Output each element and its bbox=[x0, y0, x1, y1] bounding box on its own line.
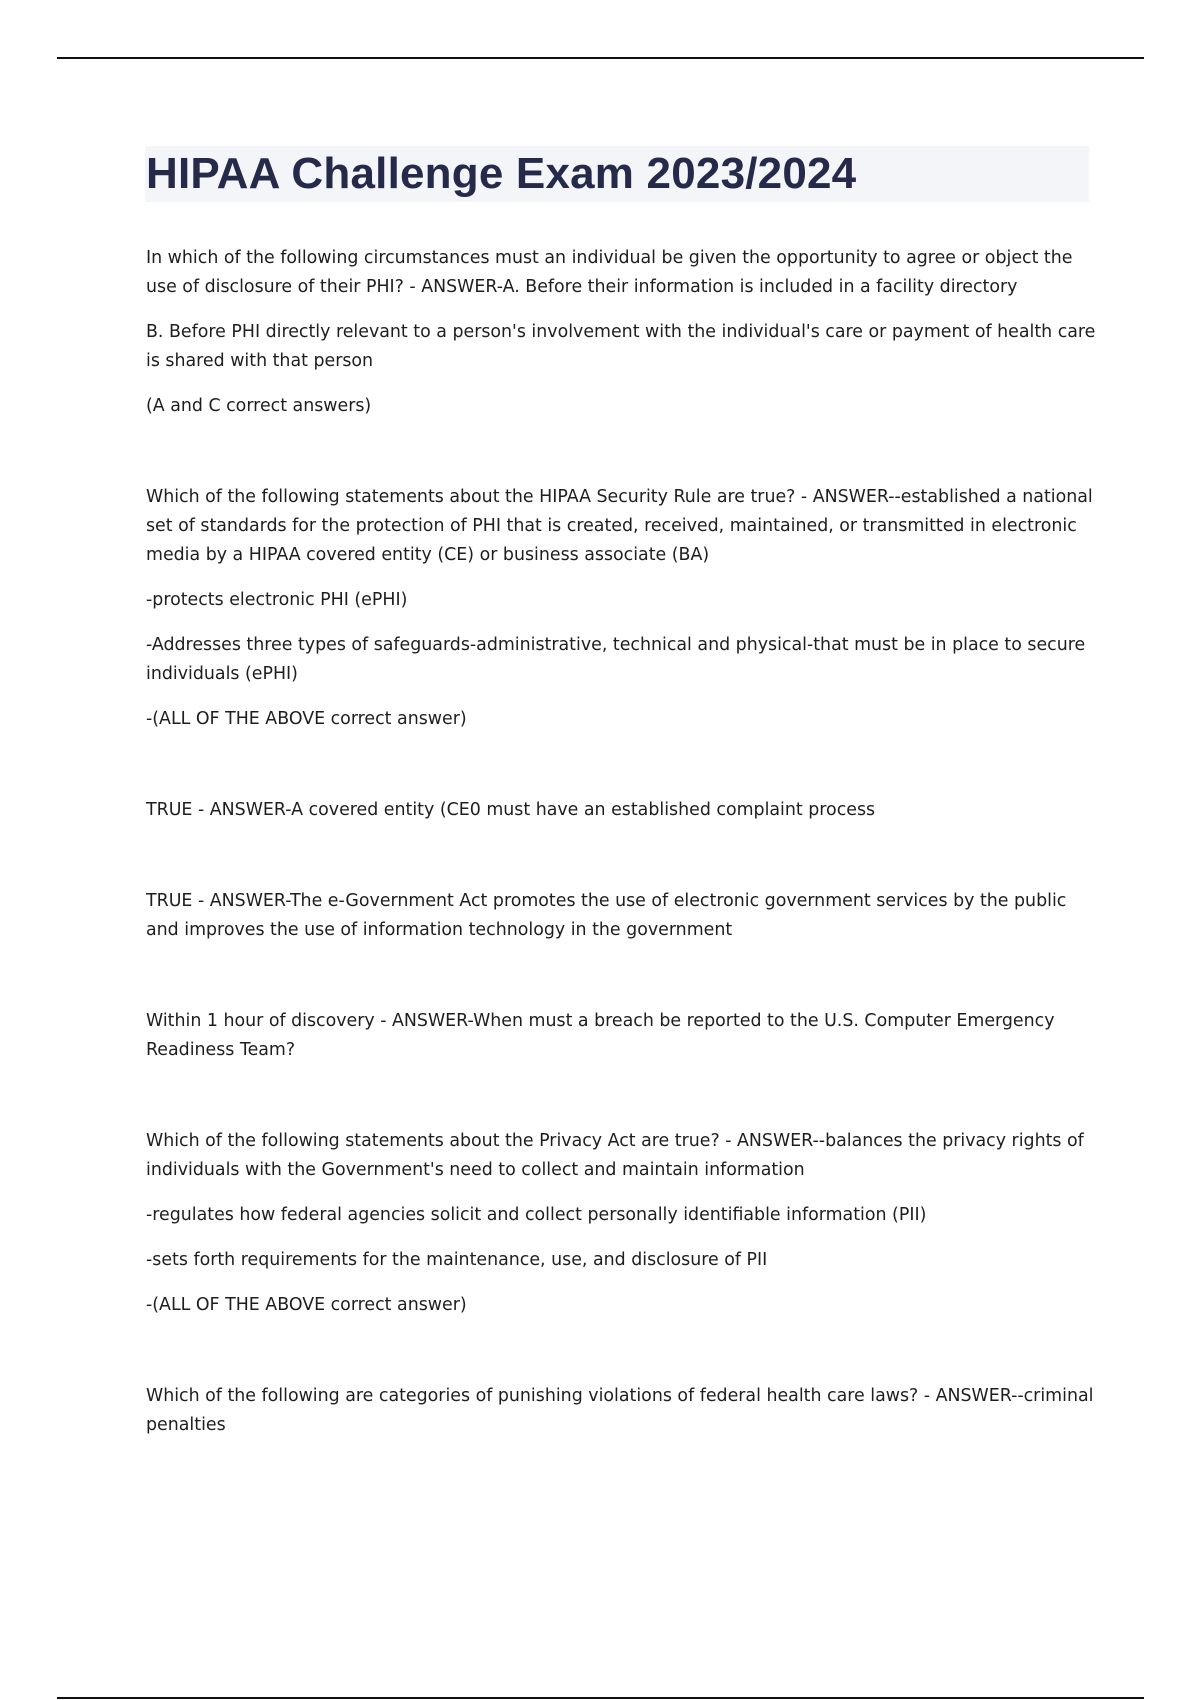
answer-paragraph: (A and C correct answers) bbox=[146, 396, 372, 416]
question-paragraph: Which of the following statements about the HIPAA Security Rule are true? - ANSWER--established a national set of standards for the protection of PHI that is created, received, maintained, or transmitted in electronic media by a HIPAA covered entity (CE) or business associate (BA) bbox=[146, 487, 1093, 565]
answer-paragraph: -Addresses three types of safeguards-administrative, technical and physical-that must be in place to secure individuals (ePHI) bbox=[146, 635, 1086, 684]
question-paragraph: TRUE - ANSWER-A covered entity (CE0 must have an established complaint process bbox=[146, 800, 876, 820]
answer-paragraph: -protects electronic PHI (ePHI) bbox=[146, 590, 408, 610]
top-rule bbox=[57, 57, 1144, 59]
question-paragraph: TRUE - ANSWER-The e-Government Act promotes the use of electronic government services by the public and improves the use of information technology in the government bbox=[146, 891, 1067, 940]
question-paragraph: Which of the following are categories of punishing violations of federal health care laws? - ANSWER--criminal penalties bbox=[146, 1386, 1094, 1435]
document-title: HIPAA Challenge Exam 2023/2024 bbox=[146, 149, 857, 198]
answer-paragraph: -regulates how federal agencies solicit and collect personally identifiable information (PII) bbox=[146, 1205, 927, 1225]
question-paragraph: Within 1 hour of discovery - ANSWER-When must a breach be reported to the U.S. Computer Emergency Readiness Team? bbox=[146, 1011, 1055, 1060]
answer-paragraph: B. Before PHI directly relevant to a person's involvement with the individual's care or payment of health care is shared with that person bbox=[146, 322, 1096, 371]
question-block-4 bbox=[146, 887, 1096, 945]
answer-paragraph: -(ALL OF THE ABOVE correct answer) bbox=[146, 709, 467, 729]
bottom-rule bbox=[57, 1697, 1144, 1699]
question-block-6 bbox=[146, 1127, 1096, 1320]
answer-paragraph: -sets forth requirements for the maintenance, use, and disclosure of PII bbox=[146, 1250, 768, 1270]
document-body bbox=[146, 244, 1096, 1502]
question-paragraph: In which of the following circumstances must an individual be given the opportunity to agree or object the use of disclosure of their PHI? - ANSWER-A. Before their information is included in a facility directory bbox=[146, 248, 1073, 297]
question-block-2 bbox=[146, 483, 1096, 734]
question-block-3 bbox=[146, 796, 1096, 825]
question-paragraph: Which of the following statements about the Privacy Act are true? - ANSWER--balances the privacy rights of individuals with the Government's need to collect and maintain information bbox=[146, 1131, 1084, 1180]
question-block-1 bbox=[146, 244, 1096, 421]
question-block-5 bbox=[146, 1007, 1096, 1065]
question-block-7 bbox=[146, 1382, 1096, 1440]
answer-paragraph: -(ALL OF THE ABOVE correct answer) bbox=[146, 1295, 467, 1315]
